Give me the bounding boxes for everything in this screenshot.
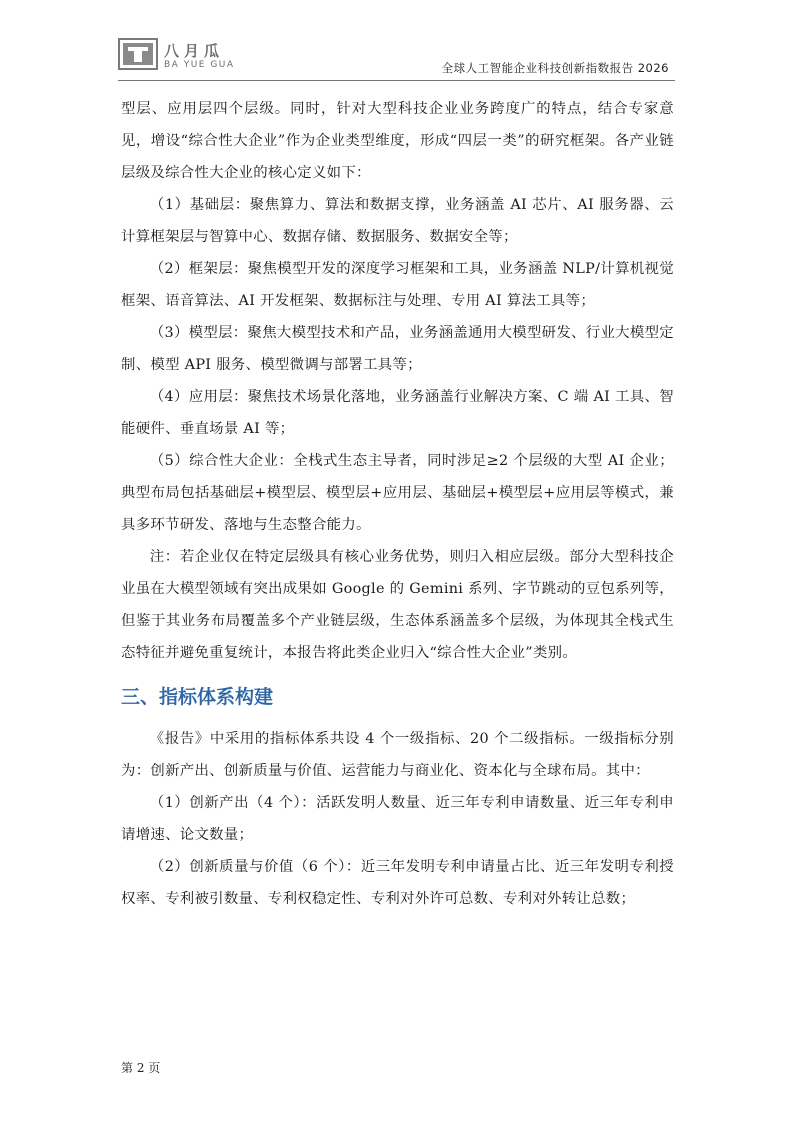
- layer-item-conglomerate: （5）综合性大企业：全栈式生态主导者，同时涉足≥2 个层级的大型 AI 企业；典型布局包括基础层+模型层、模型层+应用层、基础层+模型层+应用层等模式，兼具多环节研发、落地与生态整合能力。: [121, 453, 674, 533]
- layer-item-application: （4）应用层：聚焦技术场景化落地，业务涵盖行业解决方案、C 端 AI 工具、智能硬件、垂直场景 AI 等；: [121, 389, 674, 437]
- header-divider: [118, 80, 675, 81]
- logo-mark-icon: [118, 38, 158, 70]
- logo-chinese-text: 八月瓜: [164, 42, 225, 60]
- layer-item-model: （3）模型层：聚焦大模型技术和产品，业务涵盖通用大模型研发、行业大模型定制、模型 API 服务、模型微调与部署工具等；: [121, 325, 674, 373]
- bayuegua-logo: [118, 38, 268, 72]
- page-number: 第 2 页: [121, 1061, 161, 1075]
- layer-item-framework: （2）框架层：聚焦模型开发的深度学习框架和工具，业务涵盖 NLP/计算机视觉框架、语音算法、AI 开发框架、数据标注与处理、专用 AI 算法工具等；: [121, 261, 674, 309]
- indicator-item-quality: （2）创新质量与价值（6 个）：近三年发明专利申请量占比、近三年发明专利授权率、专利被引数量、专利权稳定性、专利对外许可总数、专利对外转让总数；: [121, 859, 674, 907]
- layer-item-basic: （1）基础层：聚焦算力、算法和数据支撑，业务涵盖 AI 芯片、AI 服务器、云计算框架层与智算中心、数据存储、数据服务、数据安全等；: [121, 197, 674, 245]
- indicator-item-output: （1）创新产出（4 个）：活跃发明人数量、近三年专利申请数量、近三年专利申请增速、论文数量；: [121, 795, 674, 843]
- report-title: 全球人工智能企业科技创新指数报告 2026: [441, 61, 669, 75]
- logo-english-text: BA YUE GUA: [164, 60, 235, 70]
- section-title: 三、指标体系构建: [121, 686, 274, 708]
- indicator-intro-paragraph: 《报告》中采用的指标体系共设 4 个一级指标、20 个二级指标。一级指标分别为：创新产出、创新质量与价值、运营能力与商业化、资本化与全球布局。其中：: [121, 731, 674, 779]
- note-paragraph: 注：若企业仅在特定层级具有核心业务优势，则归入相应层级。部分大型科技企业虽在大模型领域有突出成果如 Google 的 Gemini 系列、字节跳动的豆包系列等，但鉴于其业务布局覆盖多个产业链层级，生态体系涵盖多个层级，为体现其全栈式生态特征并避免重复统计，本报告将此类企业归入“综合性大企业”类别。: [121, 549, 674, 661]
- page-content: [121, 93, 674, 915]
- intro-paragraph: 型层、应用层四个层级。同时，针对大型科技企业业务跨度广的特点，结合专家意见，增设“综合性大企业”作为企业类型维度，形成“四层一类”的研究框架。各产业链层级及综合性大企业的核心定义如下：: [121, 101, 674, 181]
